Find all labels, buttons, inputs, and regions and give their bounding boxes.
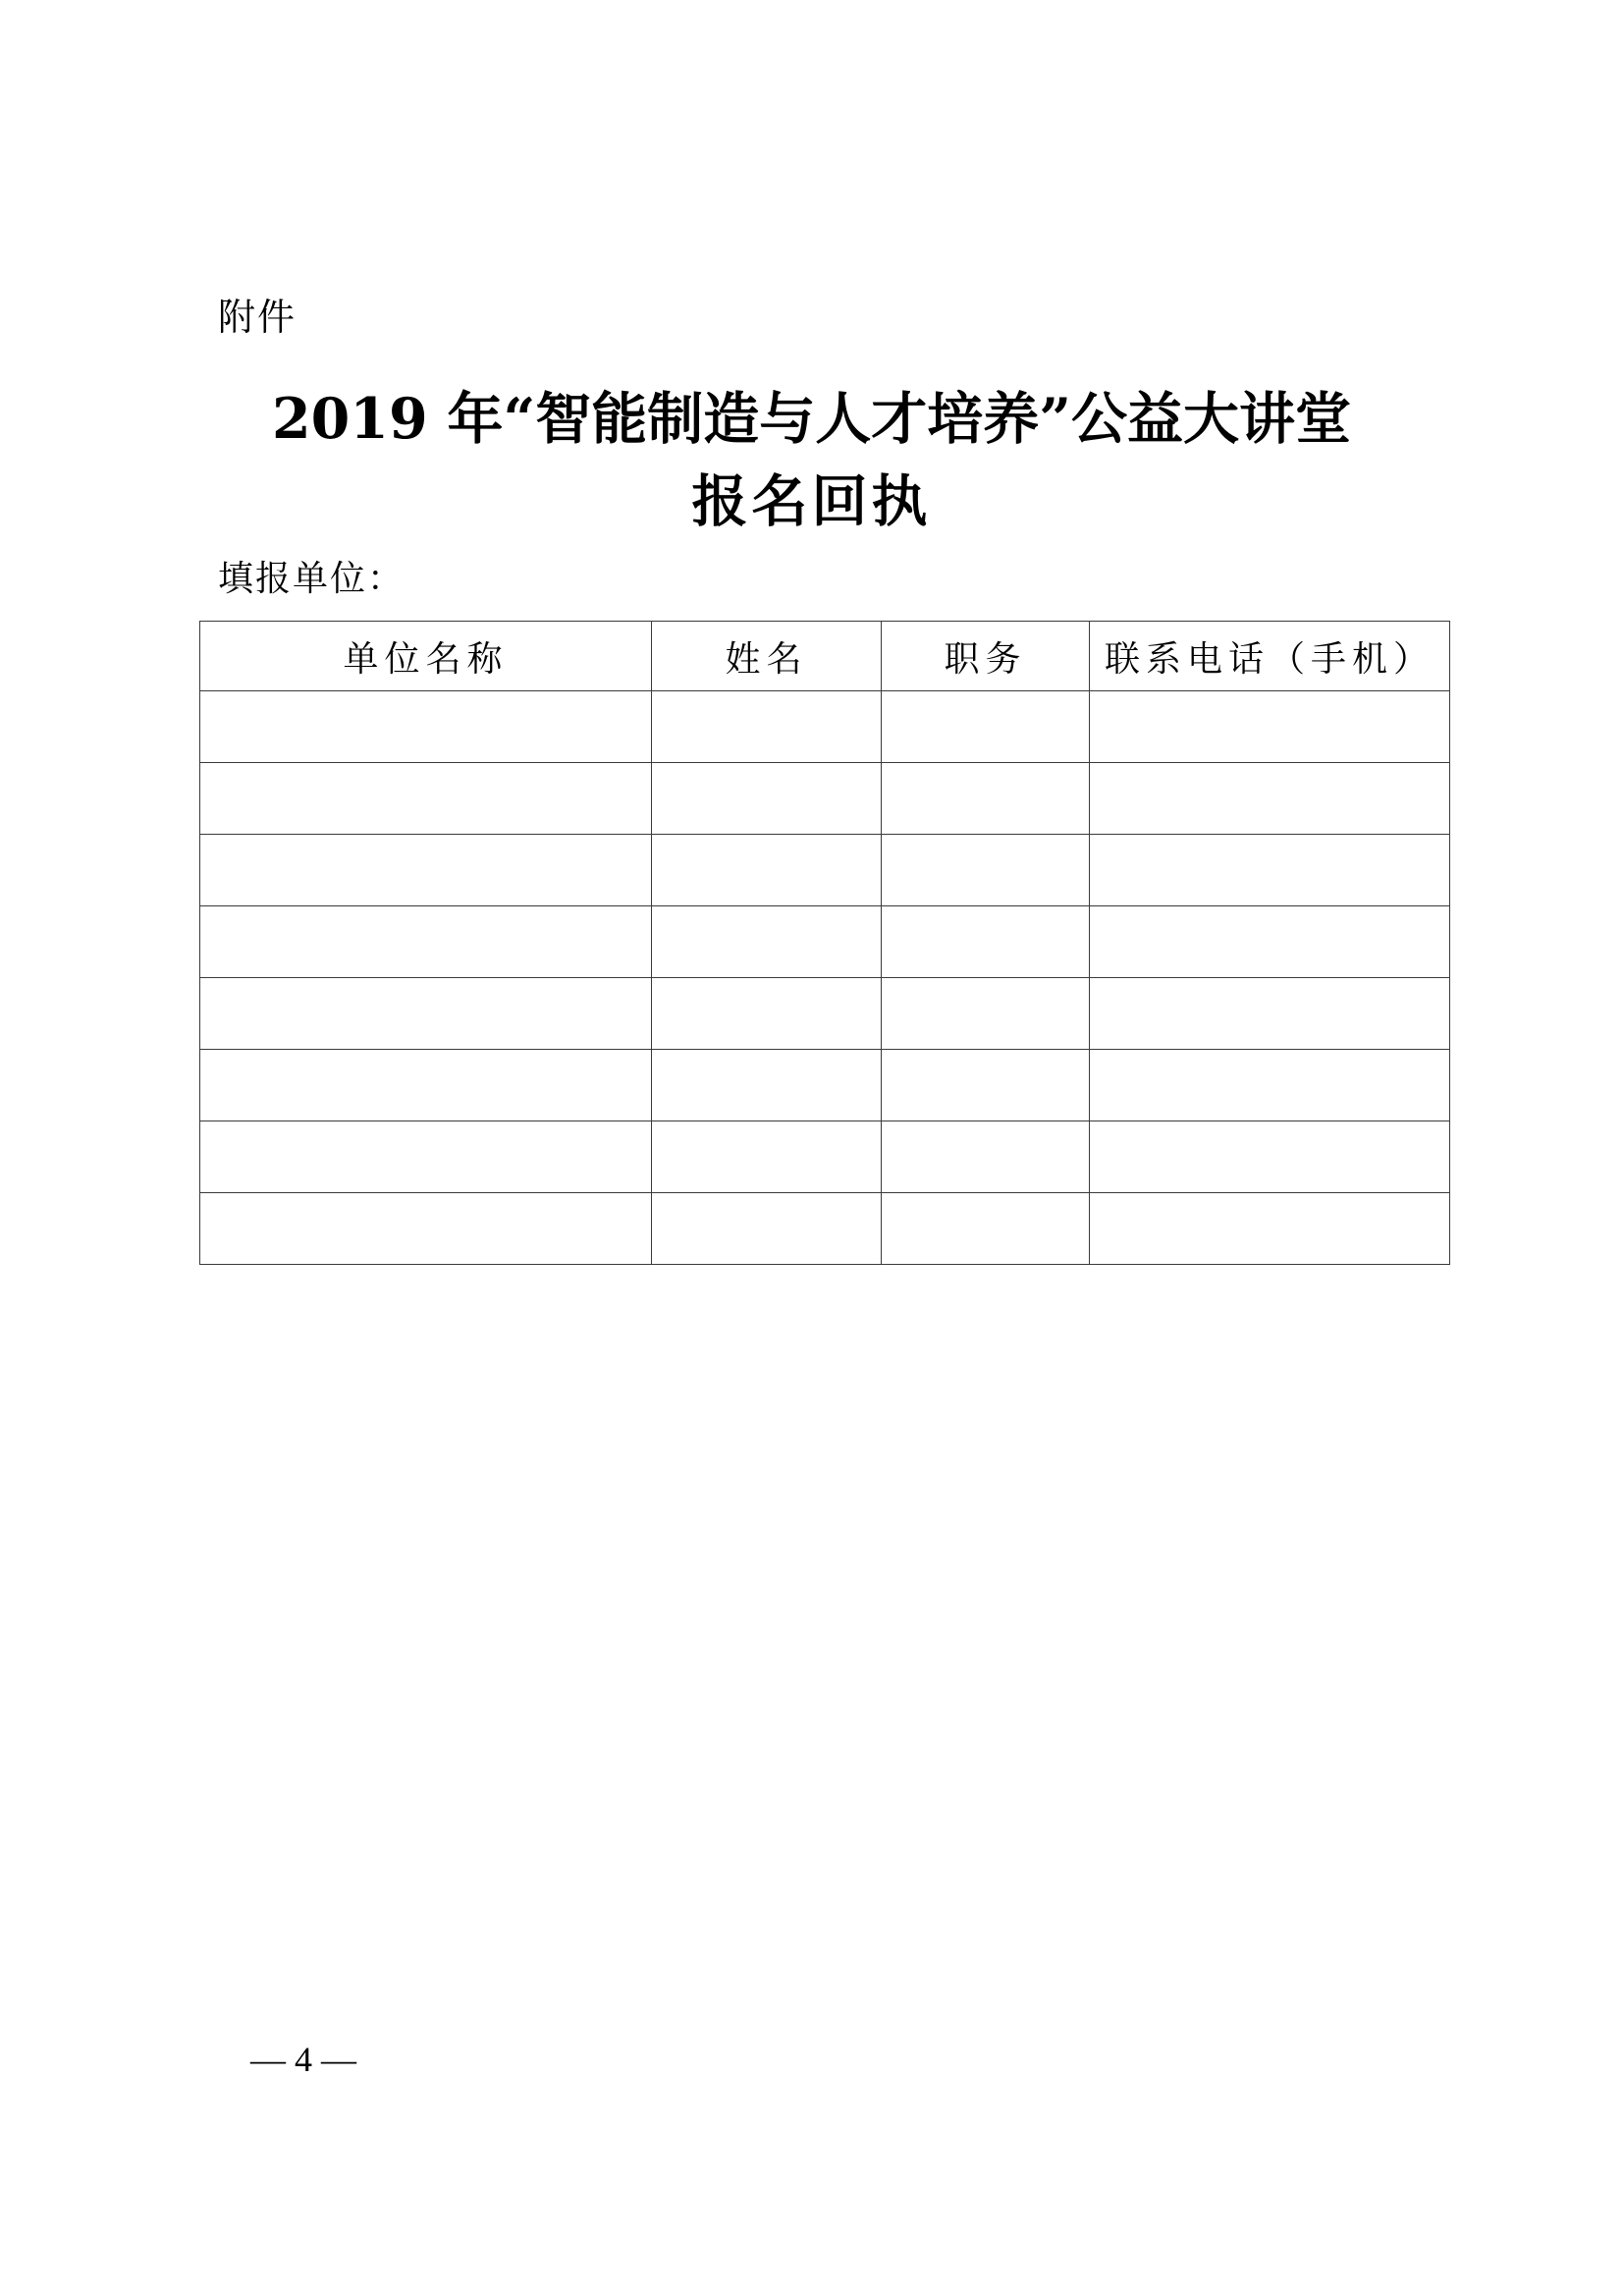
document-title: 2019 年“智能制造与人才培养”公益大讲堂 — [271, 386, 1352, 452]
header-unit-name: 单位名称 — [200, 622, 652, 691]
phone-cell[interactable] — [1090, 1050, 1450, 1121]
name-cell[interactable] — [652, 763, 882, 835]
table-body — [200, 691, 1450, 1265]
phone-cell[interactable] — [1090, 906, 1450, 978]
table-row — [200, 763, 1450, 835]
phone-cell[interactable] — [1090, 978, 1450, 1050]
name-cell[interactable] — [652, 1121, 882, 1193]
document-subtitle: 报名回执 — [691, 468, 932, 534]
attachment-label: 附件 — [218, 296, 298, 339]
page-number: — 4 — — [250, 2040, 356, 2079]
position-cell[interactable] — [882, 906, 1090, 978]
position-cell[interactable] — [882, 835, 1090, 906]
header-position: 职务 — [882, 622, 1090, 691]
header-name: 姓名 — [652, 622, 882, 691]
table-row — [200, 835, 1450, 906]
header-phone: 联系电话（手机） — [1090, 622, 1450, 691]
position-cell[interactable] — [882, 1121, 1090, 1193]
phone-cell[interactable] — [1090, 1121, 1450, 1193]
table-row — [200, 1121, 1450, 1193]
table-row — [200, 1050, 1450, 1121]
name-cell[interactable] — [652, 1193, 882, 1265]
phone-cell[interactable] — [1090, 835, 1450, 906]
position-cell[interactable] — [882, 1050, 1090, 1121]
phone-cell[interactable] — [1090, 763, 1450, 835]
unit-name-cell[interactable] — [200, 763, 652, 835]
name-cell[interactable] — [652, 1050, 882, 1121]
unit-name-cell[interactable] — [200, 835, 652, 906]
phone-cell[interactable] — [1090, 691, 1450, 763]
unit-name-cell[interactable] — [200, 691, 652, 763]
position-cell[interactable] — [882, 1193, 1090, 1265]
unit-name-cell[interactable] — [200, 1121, 652, 1193]
table-row — [200, 906, 1450, 978]
table-row — [200, 691, 1450, 763]
table-row — [200, 978, 1450, 1050]
unit-name-cell[interactable] — [200, 978, 652, 1050]
name-cell[interactable] — [652, 978, 882, 1050]
table-row — [200, 1193, 1450, 1265]
name-cell[interactable] — [652, 906, 882, 978]
position-cell[interactable] — [882, 691, 1090, 763]
name-cell[interactable] — [652, 691, 882, 763]
fill-unit-label: 填报单位： — [218, 559, 406, 599]
registration-table — [199, 621, 1450, 1265]
position-cell[interactable] — [882, 763, 1090, 835]
unit-name-cell[interactable] — [200, 906, 652, 978]
unit-name-cell[interactable] — [200, 1050, 652, 1121]
phone-cell[interactable] — [1090, 1193, 1450, 1265]
position-cell[interactable] — [882, 978, 1090, 1050]
table-header-row — [200, 622, 1450, 691]
name-cell[interactable] — [652, 835, 882, 906]
unit-name-cell[interactable] — [200, 1193, 652, 1265]
